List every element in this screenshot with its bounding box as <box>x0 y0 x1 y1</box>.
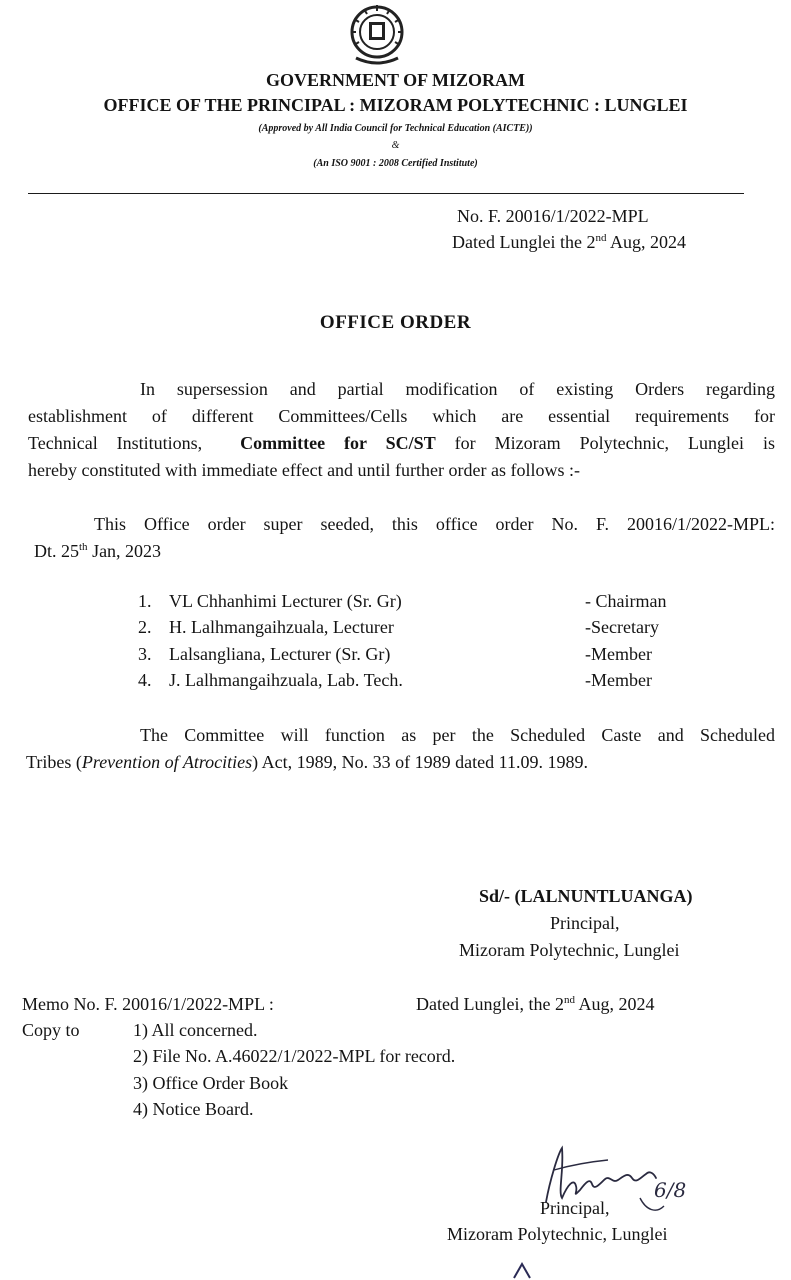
reference-date <box>452 232 686 253</box>
para1-text-3a: Technical Institutions, <box>28 433 203 453</box>
memo-number: Memo No. F. 20016/1/2022-MPL : <box>22 994 274 1014</box>
reference-date-prefix: Dated Lunglei the 2 <box>452 232 596 252</box>
copy-item-2: 2) File No. A.46022/1/2022-MPL for record. <box>133 1046 456 1066</box>
signatory-name: Sd/- (LALNUNTLUANGA) <box>479 886 693 906</box>
member-name-2: H. Lalhmangaihzuala, Lecturer <box>169 617 394 637</box>
function-suffix: ) Act, 1989, No. 33 of 1989 dated 11.09. 1989. <box>252 752 588 772</box>
copy-to-label: Copy to <box>22 1020 80 1040</box>
member-role-4: -Member <box>585 670 652 690</box>
member-num-1: 1. <box>138 591 152 611</box>
header-divider <box>28 193 744 194</box>
principal-org: Mizoram Polytechnic, Lunglei <box>447 1224 668 1244</box>
function-line2 <box>26 749 588 776</box>
memo-date <box>416 994 654 1015</box>
reference-date-sup: nd <box>595 232 607 244</box>
memo-date-suffix: Aug, 2024 <box>574 994 655 1014</box>
para2-line2 <box>34 538 161 565</box>
function-text-1: The Committee will function as per the Scheduled Caste and Scheduled <box>140 725 775 745</box>
member-num-4: 4. <box>138 670 152 690</box>
function-prefix: Tribes ( <box>26 752 82 772</box>
handwritten-date: 6/8 <box>654 1178 687 1202</box>
para2-suffix: Jan, 2023 <box>87 541 162 561</box>
para1-line4: hereby constituted with immediate effect and until further order as follows :- <box>28 460 580 480</box>
copy-item-3: 3) Office Order Book <box>133 1073 289 1093</box>
header-government: GOVERNMENT OF MIZORAM <box>266 70 525 90</box>
act-name: Prevention of Atrocities <box>81 752 253 772</box>
para1-line2 <box>28 403 775 430</box>
para1-line3 <box>28 430 775 457</box>
function-line1 <box>140 722 775 749</box>
member-name-3: Lalsangliana, Lecturer (Sr. Gr) <box>169 644 391 664</box>
memo-date-prefix: Dated Lunglei, the 2 <box>416 994 564 1014</box>
committee-name: Committee for SC/ST <box>240 433 436 453</box>
signatory-title: Principal, <box>550 913 620 933</box>
para1-line1 <box>140 376 775 403</box>
header-iso: (An ISO 9001 : 2008 Certified Institute) <box>313 158 478 169</box>
member-name-1: VL Chhanhimi Lecturer (Sr. Gr) <box>169 591 402 611</box>
para1-text-3b: for Mizoram Polytechnic, Lunglei is <box>435 433 775 453</box>
principal-title: Principal, <box>540 1198 610 1218</box>
copy-item-4: 4) Notice Board. <box>133 1099 254 1119</box>
member-num-3: 3. <box>138 644 152 664</box>
signatory-org: Mizoram Polytechnic, Lunglei <box>459 940 680 960</box>
header-ampersand: & <box>391 140 400 151</box>
copy-item-1: 1) All concerned. <box>133 1020 258 1040</box>
member-num-2: 2. <box>138 617 152 637</box>
member-role-2: -Secretary <box>585 617 659 637</box>
para2-prefix: Dt. 25 <box>34 541 79 561</box>
para2-text-1: This Office order super seeded, this office order No. F. 20016/1/2022-MPL: <box>94 514 775 534</box>
member-role-1: - Chairman <box>585 591 667 611</box>
government-emblem-icon <box>342 2 412 66</box>
para2-line1 <box>94 511 775 538</box>
memo-date-sup: nd <box>563 994 575 1006</box>
reference-date-suffix: Aug, 2024 <box>606 232 686 252</box>
reference-number: No. F. 20016/1/2022-MPL <box>457 206 649 226</box>
page-title: OFFICE ORDER <box>319 312 472 333</box>
header-approved: (Approved by All India Council for Technical Education (AICTE)) <box>258 123 533 134</box>
header-office: OFFICE OF THE PRINCIPAL : MIZORAM POLYTECHNIC : LUNGLEI <box>103 95 688 115</box>
para1-text-1: In supersession and partial modification of existing Orders regarding <box>140 379 775 399</box>
member-name-4: J. Lalhmangaihzuala, Lab. Tech. <box>169 670 403 690</box>
para2-sup: th <box>79 541 88 553</box>
pen-mark-icon <box>510 1260 534 1280</box>
para1-text-2: establishment of different Committees/Cells which are essential requirements for <box>28 406 775 426</box>
member-role-3: -Member <box>585 644 652 664</box>
